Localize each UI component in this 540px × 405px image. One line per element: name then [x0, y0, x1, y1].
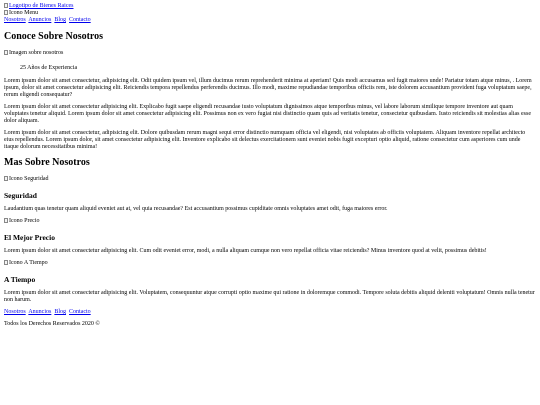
- broken-image-icon: [4, 176, 8, 181]
- main-content: [4, 31, 536, 304]
- feature-title: Seguridad: [4, 191, 37, 200]
- broken-image-icon: [4, 218, 8, 223]
- years-experience: 25 Años de Experiencia: [20, 65, 78, 71]
- about-paragraph-1: Lorem ipsum dolor sit amet consectetur, adipisicing elit. Odit quidem ipsum vel, illum ducimus rerum reprehenderit minima at aperiam! Quis modi accusamus sed fugit maiores unde! Pariatur totam atque minus, . Lorem ipsum, dolor sit amet consectetur adipisicing elit. Reiciendis tempora repellendus perferendis ducimus. Illo modi, maxime repudiandae temporibus officiis rem, iste dolorem accusantium provident fuga voluptatum saepe, rerum eligendi consequatur?: [4, 78, 532, 98]
- feature-icon-alt-text: Icono Seguridad: [9, 176, 49, 182]
- feature-text: Laudantium quas tenetur quam aliquid eveniet aut at, vel quia recusandae? Est accusantium possimus cupiditate omnis voluptates amet odit, fuga maiores error.: [4, 206, 388, 212]
- feature-icon-alt-text: Icono A Tiempo: [9, 260, 48, 266]
- logo-link[interactable]: [4, 3, 536, 10]
- about-section: [4, 31, 536, 151]
- feature-text: Lorem ipsum dolor sit amet consectetur adipisicing elit. Voluptatem, consequuntur atque corrupti optio maxime qui ratione in doloremque commodi. Tempore soluta debitis aliquid deleniti voluptatum! Omnis nulla tenetur non harum.: [4, 290, 535, 303]
- feature-icon-alt-text: Icono Precio: [9, 218, 40, 224]
- feature-title: El Mejor Precio: [4, 233, 55, 242]
- feature-title: A Tiempo: [4, 275, 36, 284]
- feature-seguridad: [4, 176, 536, 213]
- shield-icon: [4, 176, 536, 183]
- about-paragraph-2: Lorem ipsum dolor sit amet consectetur adipisicing elit. Explicabo fugit saepe eligendi recusandae iusto voluptatum dignissimos atque temporibus minus, vel labore laborum similique tempore inventore aut quam voluptates tenetur aliquid. Lorem ipsum dolor sit amet consectetur adipisicing elit. Possimus non ex vero fugiat nisi distinctio quam quis ad veritatis tenetur, consectetur quibusdam. Iusto reiciendis sit molestias alias esse dolor aliquam.: [4, 104, 531, 124]
- broken-image-icon: [4, 10, 8, 15]
- about-paragraph-3: Lorem ipsum dolor sit amet consectetur, adipisicing elit. Dolore quibusdam rerum magni sequi error distinctio numquam officia vel eligendi, nisi voluptates ab officiis voluptatem. Aliquam inventore repellat architecto eius repellendus. Lorem ipsum dolor, sit amet consectetur adipisicing elit. Inventore explicabo sit delectus exercitationem sunt eveniet nobis fugit excepturi optio aliquid, ratione consectetur cum asperiores cum unde itaque dolorum necessitatibus minima!: [4, 130, 526, 150]
- header-nav: [4, 17, 536, 24]
- feature-text: Lorem ipsum dolor sit amet consectetur adipisicing elit. Cum odit eveniet error, modi, a nulla aliquam cumque non vero repellat officia vitae reiciendis? Minus inventore quod at velit, possimus debitis!: [4, 248, 487, 254]
- menu-icon[interactable]: [4, 10, 536, 17]
- features-title: Mas Sobre Nosotros: [4, 157, 90, 168]
- broken-image-icon: [4, 260, 8, 265]
- footer-link-anuncios[interactable]: Anuncios: [28, 309, 52, 315]
- menu-icon-alt-text: Icono Menu: [9, 10, 39, 16]
- footer-nav: [4, 309, 536, 316]
- features-section: [4, 157, 536, 304]
- site-footer: [4, 309, 536, 328]
- about-image: [4, 50, 536, 57]
- broken-image-icon: [4, 50, 8, 55]
- clock-icon: [4, 260, 536, 267]
- feature-a-tiempo: [4, 260, 536, 304]
- footer-link-contacto[interactable]: Contacto: [69, 309, 91, 315]
- nav-link-blog[interactable]: Blog: [54, 17, 67, 23]
- broken-image-icon: [4, 3, 8, 8]
- about-title: Conoce Sobre Nosotros: [4, 31, 104, 42]
- nav-link-contacto[interactable]: Contacto: [69, 17, 91, 23]
- about-image-alt-text: Imagen sobre nosotros: [9, 50, 64, 56]
- footer-link-blog[interactable]: Blog: [54, 309, 67, 315]
- copyright: Todos los Derechos Reservados 2020 ©: [4, 321, 100, 327]
- price-tag-icon: [4, 218, 536, 225]
- footer-link-nosotros[interactable]: Nosotros: [4, 309, 26, 315]
- site-header: [4, 3, 536, 24]
- logo-alt-text: Logotipo de Bienes Raices: [9, 3, 74, 9]
- feature-precio: [4, 218, 536, 255]
- nav-link-anuncios[interactable]: Anuncios: [28, 17, 52, 23]
- nav-link-nosotros[interactable]: Nosotros: [4, 17, 26, 23]
